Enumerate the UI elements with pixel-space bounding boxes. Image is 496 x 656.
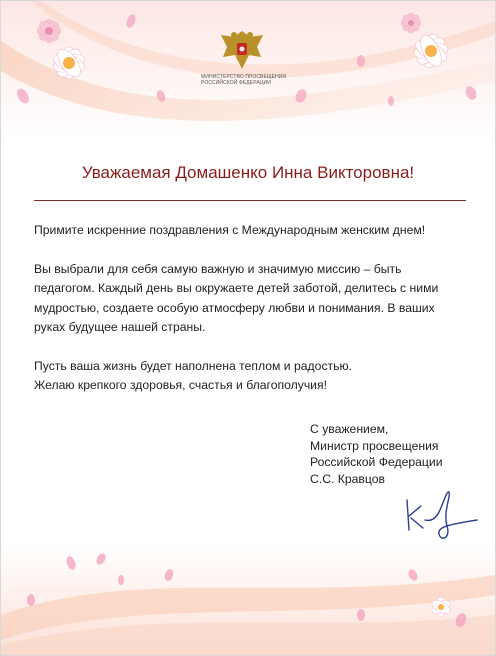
signature-block: [310, 421, 490, 487]
paragraph-3-line-2: Желаю крепкого здоровья, счастья и благополучия!: [34, 378, 327, 392]
paragraph-3: [34, 357, 464, 396]
signature-line-4: С.С. Кравцов: [310, 471, 385, 486]
handwritten-signature: [403, 486, 483, 542]
signature-line-3: Российской Федерации: [310, 455, 443, 469]
paragraph-2: Вы выбрали для себя самую важную и значимую миссию – быть педагогом. Каждый день вы окружаете детей заботой, делитесь с ними мудростью, создаете особую атмосферу любви и понимания. В ваших руках будущее нашей страны.: [34, 261, 439, 334]
paragraph-3-line-1: Пусть ваша жизнь будет наполнена теплом и радостью.: [34, 358, 352, 373]
letter-body: [34, 221, 464, 396]
ministry-line-1: МИНИСТЕРСТВО ПРОСВЕЩЕНИЯ: [201, 74, 287, 80]
coat-of-arms-icon: [217, 27, 267, 73]
floral-footer-decoration: [1, 545, 495, 655]
paragraph-1: Примите искренние поздравления с Международным женским днем!: [34, 223, 426, 237]
signature-line-1: С уважением,: [310, 422, 389, 436]
ministry-line-2: РОССИЙСКОЙ ФЕДЕРАЦИИ: [201, 80, 271, 86]
letter-greeting: Уважаемая Домашенко Инна Викторовна!: [81, 163, 415, 182]
ministry-name: [201, 74, 291, 86]
title-divider: [34, 200, 466, 201]
signature-line-2: Министр просвещения: [310, 438, 439, 453]
